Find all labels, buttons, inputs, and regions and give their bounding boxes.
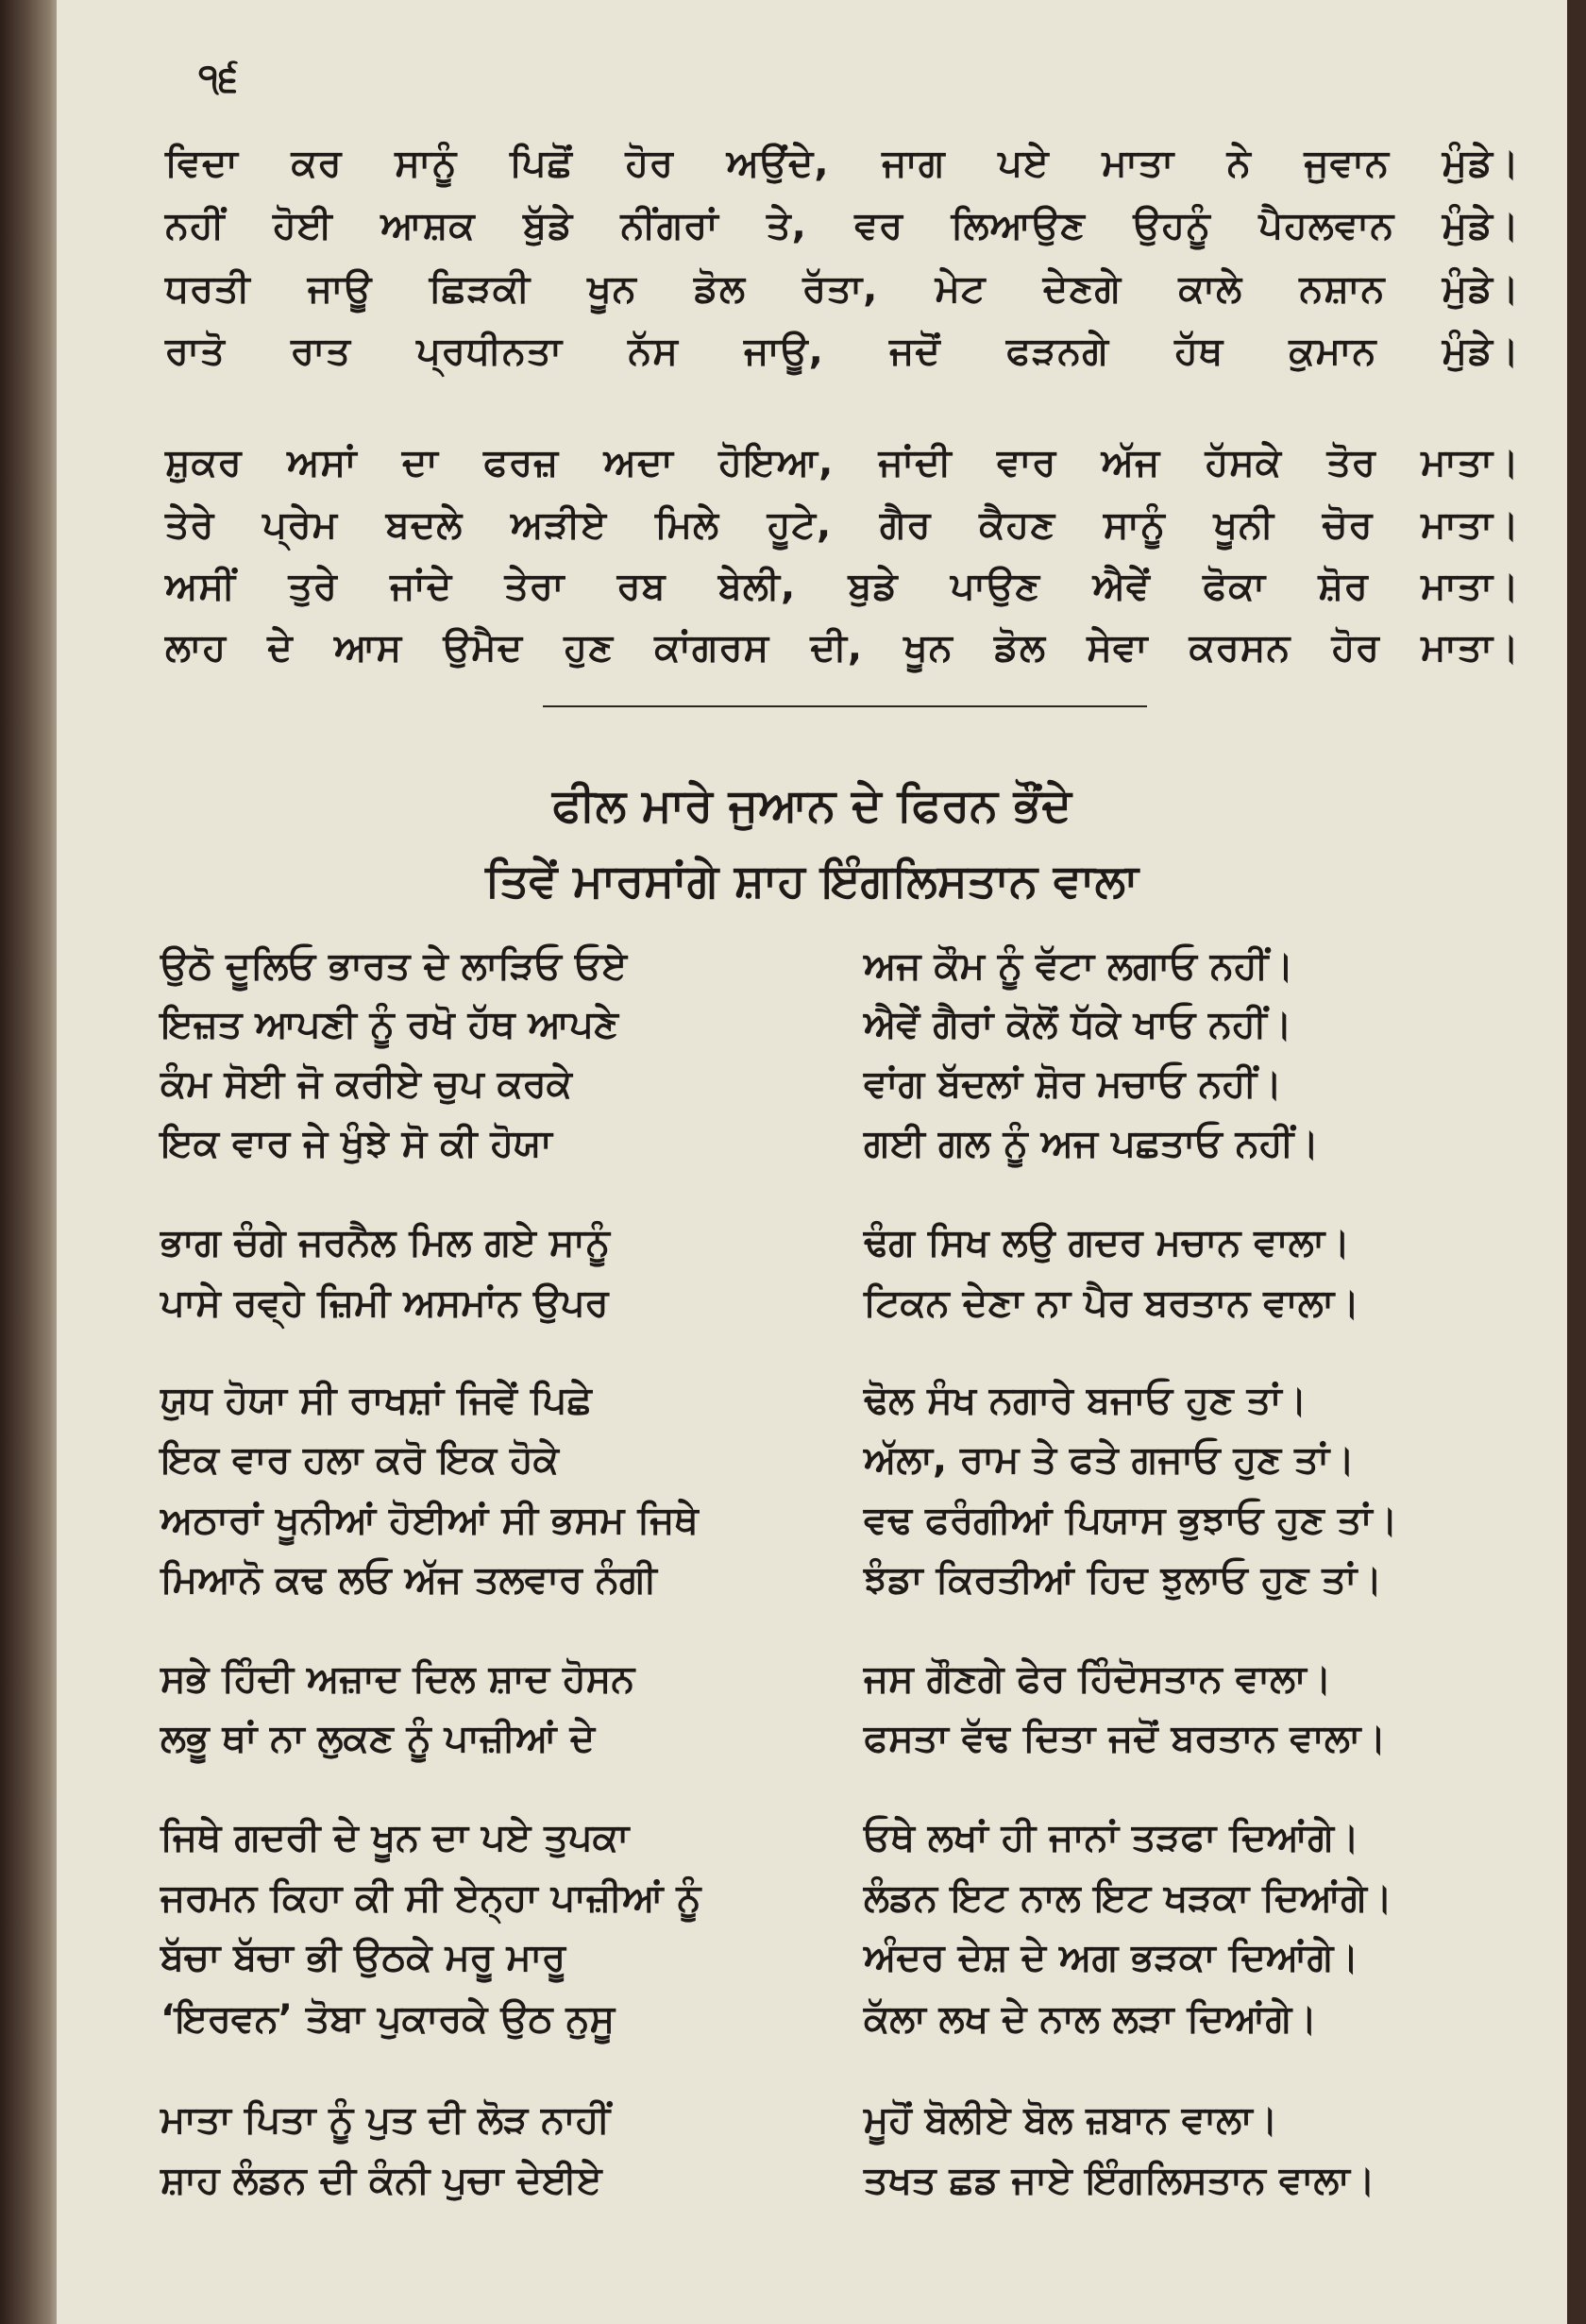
couplet-left: ਜਰਮਨ ਕਿਹਾ ਕੀ ਸੀ ਏਨ੍ਹਾ ਪਾਜ਼ੀਆਂ ਨੂੰ xyxy=(160,1876,701,1920)
couplet-right: ਕੱਲਾ ਲਖ ਦੇ ਨਾਲ ਲੜਾ ਦਿਆਂਗੇ। xyxy=(864,1997,1318,2041)
poem-line: ਧਰਤੀ ਜਾਊ ਛਿੜਕੀ ਖੂਨ ਡੋਲ ਰੱਤਾ, ਮੇਟ ਦੇਣਗੇ ਕਾਲੇ ਨਸ਼ਾਨ ਮੁੰਡੇ। xyxy=(165,267,1520,311)
couplet-right: ਢੋਲ ਸੰਖ ਨਗਾਰੇ ਬਜਾਓ ਹੁਣ ਤਾਂ। xyxy=(864,1379,1308,1422)
couplet-right: ਗਈ ਗਲ ਨੂੰ ਅਜ ਪਛਤਾਓ ਨਹੀਂ। xyxy=(864,1122,1320,1165)
couplet-left: ਲਭੂ ਥਾਂ ਨਾ ਲੁਕਣ ਨੂੰ ਪਾਜ਼ੀਆਂ ਦੇ xyxy=(160,1717,596,1760)
couplet-left: ਪਾਸੇ ਰਵ੍ਹੇ ਜ਼ਿਮੀ ਅਸਮਾਂਨ ਉਪਰ xyxy=(160,1281,609,1325)
couplet-left: ਇਕ ਵਾਰ ਹਲਾ ਕਰੋ ਇਕ ਹੋਕੇ xyxy=(160,1438,559,1482)
couplet-right: ਜਸ ਗੌਣਗੇ ਫੇਰ ਹਿੰਦੋਸਤਾਨ ਵਾਲਾ। xyxy=(864,1657,1332,1701)
page-number: ੧੬ xyxy=(198,57,239,100)
poem-heading-line1: ਫੀਲ ਮਾਰੇ ਜੁਆਨ ਦੇ ਫਿਰਨ ਭੌਂਦੇ xyxy=(552,779,1071,832)
poem-line: ਨਹੀਂ ਹੋਈ ਆਸ਼ਕ ਬੁੱਡੇ ਨੀਂਗਰਾਂ ਤੇ, ਵਰ ਲਿਆਉਣ ਉਹਨੂੰ ਪੈਹਲਵਾਨ ਮੁੰਡੇ। xyxy=(165,204,1520,247)
couplet-right: ਐਵੇਂ ਗੈਰਾਂ ਕੋਲੋਂ ਧੱਕੇ ਖਾਓ ਨਹੀਂ। xyxy=(864,1003,1292,1046)
couplet-right: ਅਜ ਕੌਮ ਨੂੰ ਵੱਟਾ ਲਗਾਓ ਨਹੀਂ। xyxy=(864,944,1294,988)
couplet-left: ਮਾਤਾ ਪਿਤਾ ਨੂੰ ਪੁਤ ਦੀ ਲੋੜ ਨਾਹੀਂ xyxy=(160,2098,611,2142)
couplet-right: ਢੰਗ ਸਿਖ ਲਉ ਗਦਰ ਮਚਾਨ ਵਾਲਾ। xyxy=(864,1221,1351,1264)
couplet-left: ਯੁਧ ਹੋਯਾ ਸੀ ਰਾਖਸ਼ਾਂ ਜਿਵੇਂ ਪਿਛੇ xyxy=(160,1379,592,1422)
section-divider xyxy=(543,705,1147,707)
couplet-left: ਕੰਮ ਸੋਈ ਜੋ ਕਰੀਏ ਚੁਪ ਕਰਕੇ xyxy=(160,1062,572,1106)
poem-line: ਲਾਹ ਦੇ ਆਸ ਉਮੈਦ ਹੁਣ ਕਾਂਗਰਸ ਦੀ, ਖੂਨ ਡੋਲ ਸੇਵਾ ਕਰਸਨ ਹੋਰ ਮਾਤਾ। xyxy=(165,626,1520,670)
couplet-left: ਭਾਗ ਚੰਗੇ ਜਰਨੈਲ ਮਿਲ ਗਏ ਸਾਨੂੰ xyxy=(160,1221,610,1264)
couplet-left: ‘ਇਰਵਨ’ ਤੋਬਾ ਪੁਕਾਰਕੇ ਉਠ ਨੁਸੂ xyxy=(160,1997,616,2041)
couplet-left: ਸਭੇ ਹਿੰਦੀ ਅਜ਼ਾਦ ਦਿਲ ਸ਼ਾਦ ਹੋਸਨ xyxy=(160,1657,635,1701)
couplet-right: ਓਥੇ ਲਖਾਂ ਹੀ ਜਾਨਾਂ ਤੜਫਾ ਦਿਆਂਗੇ। xyxy=(864,1816,1359,1859)
couplet-left: ਮਿਆਨੋ ਕਢ ਲਓ ਅੱਜ ਤਲਵਾਰ ਨੰਗੀ xyxy=(160,1558,657,1602)
couplet-left: ਇਕ ਵਾਰ ਜੇ ਖੁੰਝੇ ਸੋ ਕੀ ਹੋਯਾ xyxy=(160,1122,552,1165)
couplet-right: ਮੂਹੋਂ ਬੋਲੀਏ ਬੋਲ ਜ਼ਬਾਨ ਵਾਲਾ। xyxy=(864,2098,1278,2142)
couplet-right: ਵਢ ਫਰੰਗੀਆਂ ਪਿਯਾਸ ਭੁਝਾਓ ਹੁਣ ਤਾਂ। xyxy=(864,1499,1398,1542)
poem-line: ਸ਼ੁਕਰ ਅਸਾਂ ਦਾ ਫਰਜ਼ ਅਦਾ ਹੋਇਆ, ਜਾਂਦੀ ਵਾਰ ਅੱਜ ਹੱਸਕੇ ਤੋਰ ਮਾਤਾ। xyxy=(165,441,1520,484)
couplet-right: ਅੱਲਾ, ਰਾਮ ਤੇ ਫਤੇ ਗਜਾਓ ਹੁਣ ਤਾਂ। xyxy=(864,1438,1356,1482)
poem-line: ਰਾਤੋ ਰਾਤ ਪ੍ਰਧੀਨਤਾ ਨੱਸ ਜਾਊ, ਜਦੋਂ ਫੜਨਗੇ ਹੱਥ ਕੁਮਾਨ ਮੁੰਡੇ। xyxy=(165,330,1520,373)
couplet-left: ਉਠੋ ਦੂਲਿਓ ਭਾਰਤ ਦੇ ਲਾੜਿਓ ਓਏ xyxy=(160,944,628,988)
couplet-left: ਇਜ਼ਤ ਆਪਣੀ ਨੂੰ ਰਖੋ ਹੱਥ ਆਪਣੇ xyxy=(160,1003,618,1046)
poem-line: ਤੇਰੇ ਪ੍ਰੇਮ ਬਦਲੇ ਅੜੀਏ ਮਿਲੇ ਹੂਟੇ, ਗੈਰ ਕੈਹਣ ਸਾਨੂੰ ਖੂਨੀ ਚੋਰ ਮਾਤਾ। xyxy=(165,503,1520,547)
couplet-right: ਫਸਤਾ ਵੱਢ ਦਿਤਾ ਜਦੋਂ ਬਰਤਾਨ ਵਾਲਾ। xyxy=(864,1717,1387,1760)
couplet-left: ਸ਼ਾਹ ਲੰਡਨ ਦੀ ਕੰਨੀ ਪੁਚਾ ਦੇਈਏ xyxy=(160,2159,602,2202)
poem-heading-line2: ਤਿਵੇਂ ਮਾਰਸਾਂਗੇ ਸ਼ਾਹ ਇੰਗਲਿਸਤਾਨ ਵਾਲਾ xyxy=(485,855,1139,908)
couplet-right: ਅੰਦਰ ਦੇਸ਼ ਦੇ ਅਗ ਭੜਕਾ ਦਿਆਂਗੇ। xyxy=(864,1936,1359,1979)
couplet-right: ਝੰਡਾ ਕਿਰਤੀਆਂ ਹਿਦ ਝੁਲਾਓ ਹੁਣ ਤਾਂ। xyxy=(864,1558,1383,1602)
couplet-right: ਟਿਕਨ ਦੇਣਾ ਨਾ ਪੈਰ ਬਰਤਾਨ ਵਾਲਾ। xyxy=(864,1281,1360,1325)
couplet-left: ਅਠਾਰਾਂ ਖੂਨੀਆਂ ਹੋਈਆਂ ਸੀ ਭਸਮ ਜਿਥੇ xyxy=(160,1499,699,1542)
poem-line: ਵਿਦਾ ਕਰ ਸਾਨੂੰ ਪਿਛੋਂ ਹੋਰ ਅਉਂਦੇ, ਜਾਗ ਪਏ ਮਾਤਾ ਨੇ ਜੁਵਾਨ ਮੁੰਡੇ। xyxy=(165,142,1520,185)
book-page xyxy=(57,0,1567,2324)
couplet-left: ਬੱਚਾ ਬੱਚਾ ਭੀ ਉਠਕੇ ਮਰੂ ਮਾਰੂ xyxy=(160,1936,566,1979)
couplet-right: ਤਖਤ ਛਡ ਜਾਏ ਇੰਗਲਿਸਤਾਨ ਵਾਲਾ। xyxy=(864,2159,1375,2202)
poem-line: ਅਸੀਂ ਤੁਰੇ ਜਾਂਦੇ ਤੇਰਾ ਰਬ ਬੇਲੀ, ਬੁਡੇ ਪਾਉਣ ਐਵੇਂ ਫੋਕਾ ਸ਼ੋਰ ਮਾਤਾ। xyxy=(165,565,1520,608)
couplet-left: ਜਿਥੇ ਗਦਰੀ ਦੇ ਖੂਨ ਦਾ ਪਏ ਤੁਪਕਾ xyxy=(160,1816,630,1859)
couplet-right: ਲੰਡਨ ਇਟ ਨਾਲ ਇਟ ਖੜਕਾ ਦਿਆਂਗੇ। xyxy=(864,1876,1392,1920)
couplet-right: ਵਾਂਗ ਬੱਦਲਾਂ ਸ਼ੋਰ ਮਚਾਓ ਨਹੀਂ। xyxy=(864,1062,1283,1106)
